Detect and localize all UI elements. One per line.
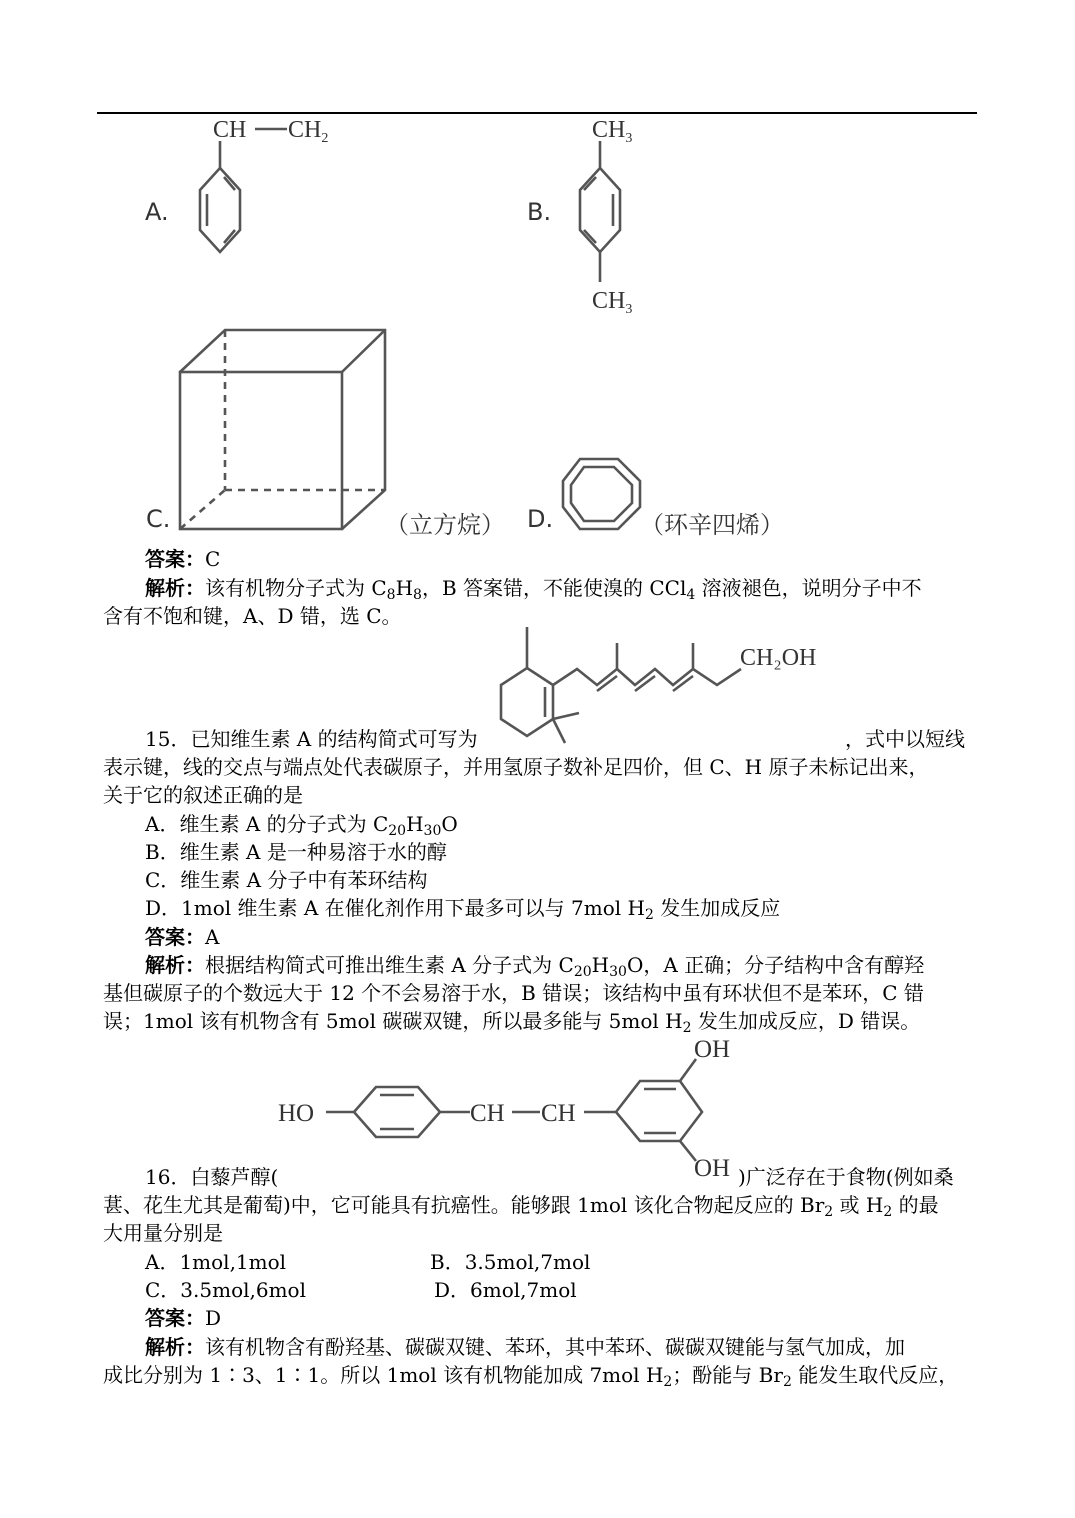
q15-answer: 答案：A — [145, 925, 220, 949]
svg-text:CH3: $CH_3$ — [592, 117, 633, 146]
q16-stem-line2: 葚、花生尤其是葡萄)中，它可能具有抗癌性。能够跟 1mol 该化合物起反应的 $Br_2$ 或 $H_2$ 的最 — [103, 1193, 939, 1220]
option-d-label: D. — [527, 505, 554, 533]
q16-answer: 答案：D — [145, 1306, 222, 1330]
q15-analysis-line3: 误；1mol 该有机物含有 5mol 碳碳双键，所以最多能与 5mol $H_2$ 发生加成反应，D 错误。 — [103, 1009, 921, 1036]
q14-analysis-line2: 含有不饱和键，A、D 错，选 C。 — [103, 604, 402, 628]
ch2oh-text: CH₂OH — [740, 645, 817, 671]
ho-text: HO — [278, 1100, 315, 1127]
ch2-text: CH — [541, 1100, 576, 1127]
svg-text:CH2: $CH_2$ — [288, 117, 329, 146]
styrene-structure — [180, 110, 380, 280]
q16-analysis-line1: 解析：该有机物含有酚羟基、碳碳双键、苯环，其中苯环、碳碳双键能与氢气加成，加 — [145, 1335, 905, 1359]
q16-stem-line1b: )广泛存在于食物(例如桑 — [738, 1165, 954, 1189]
q16-stem-line3: 大用量分别是 — [103, 1221, 223, 1245]
cubane-name: （立方烷） — [385, 511, 505, 539]
q14-answer: 答案：C — [145, 547, 221, 571]
q15-option-a: A．维生素 A 的分子式为 $C_{20}H_{30}O$ — [145, 812, 458, 839]
resveratrol-structure — [278, 1035, 748, 1195]
q15-stem-line3: 关于它的叙述正确的是 — [103, 783, 303, 807]
oh-top-text: OH — [694, 1036, 731, 1063]
cot-name: （环辛四烯） — [640, 511, 784, 539]
cyclooctatetraene-structure — [560, 455, 650, 535]
styrene-ch2-text: CH — [288, 117, 322, 143]
q15-analysis-line2: 基但碳原子的个数远大于 12 个不会易溶于水，B 错误；该结构中虽有环状但不是苯环，C 错 — [103, 981, 924, 1005]
q16-stem-line1a: 16．白藜芦醇( — [145, 1165, 279, 1189]
q15-stem-line2: 表示键，线的交点与端点处代表碳原子，并用氢原子数补足四价，但 C、H 原子未标记出来， — [103, 755, 929, 779]
oh-bottom-text: OH — [694, 1155, 731, 1182]
q16-option-c: C．3.5mol,6mol — [145, 1278, 306, 1302]
svg-text:CH3: $CH_3$ — [592, 288, 633, 317]
option-b-label: B. — [527, 198, 552, 226]
q15-option-b: B．维生素 A 是一种易溶于水的醇 — [145, 840, 447, 864]
q16-option-d: D．6mol,7mol — [434, 1278, 577, 1302]
ch1-text: CH — [470, 1100, 505, 1127]
cubane-structure — [175, 325, 395, 535]
xylene-top-ch3: CH — [592, 117, 626, 143]
q15-option-c: C．维生素 A 分子中有苯环结构 — [145, 868, 428, 892]
q16-option-a: A．1mol,1mol — [145, 1250, 287, 1274]
option-a-label: A. — [145, 198, 169, 226]
q15-analysis-line1: 解析：根据结构简式可推出维生素 A 分子式为 $C_{20}H_{30}O$，A 正确；分子结构中含有醇羟 — [145, 953, 925, 980]
styrene-ch-text: CH — [213, 117, 247, 143]
xylene-bottom-ch3: CH — [592, 288, 626, 314]
option-c-label: C. — [146, 505, 171, 533]
q15-stem-line1b: ，式中以短线 — [845, 727, 965, 751]
vitamin-a-structure — [495, 625, 855, 750]
q15-option-d: D．1mol 维生素 A 在催化剂作用下最多可以与 7mol $H_2$ 发生加成反应 — [145, 896, 781, 923]
p-xylene-structure — [570, 110, 690, 320]
q16-analysis-line2: 成比分别为 1∶3、1∶1。所以 1mol 该有机物能加成 7mol $H_2$；酚能与 $Br_2$ 能发生取代反应， — [103, 1363, 959, 1390]
q14-analysis-line1: 解析：该有机物分子式为 $C_8H_8$，B 答案错，不能使溴的 CCl$_4$ 溶液褪色，说明分子中不 — [145, 576, 922, 603]
q16-option-b: B．3.5mol,7mol — [430, 1250, 591, 1274]
q15-stem-line1a: 15．已知维生素 A 的结构简式可写为 — [145, 727, 478, 751]
